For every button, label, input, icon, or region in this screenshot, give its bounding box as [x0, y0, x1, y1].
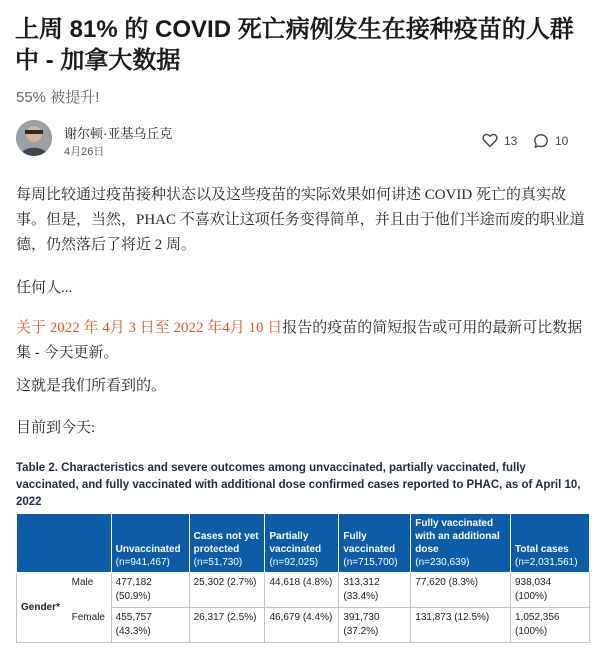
table-cell: 26,317 (2.5%) — [189, 608, 265, 643]
comment-icon — [533, 133, 549, 149]
table-cell: Male 477,182 (50.9%) — [111, 573, 189, 608]
row-label-male: Male — [71, 577, 94, 588]
header-cell: Fully vaccinated with an additional dose (n=230,639) — [411, 514, 511, 573]
table-cell: 44,618 (4.8%) — [265, 573, 339, 608]
report-link[interactable]: 关于 2022 年 4月 3 日至 2022 年4月 10 日 — [16, 320, 283, 336]
header-cell: Fully vaccinated (n=715,700) — [339, 514, 411, 573]
table-cell: Female 455,757 (43.3%) — [111, 608, 189, 643]
paragraph-3 — [16, 316, 588, 366]
post-date: 4月26日 — [64, 146, 105, 158]
comment-count: 10 — [555, 134, 569, 148]
table-cell: 77,620 (8.3%) — [411, 573, 511, 608]
like-count: 13 — [504, 133, 518, 148]
gender-group-label: Gender* — [17, 573, 112, 643]
row-label-female: Female — [71, 612, 105, 623]
paragraph-5: 目前到今天: — [16, 420, 96, 436]
heart-icon — [482, 133, 498, 148]
table-cell: 313,312 (33.4%) — [339, 573, 411, 608]
article-title: 上周 81% 的 COVID 死亡病例发生在接种疫苗的人群中 - 加拿大数据 — [15, 16, 574, 74]
table-cell: 391,730 (37.2%) — [339, 608, 411, 643]
comment-button[interactable] — [533, 133, 568, 149]
paragraph-4: 这就是我们所看到的。 — [16, 378, 167, 394]
article-subtitle: 55% 被提升! — [16, 89, 100, 106]
outcomes-table — [16, 513, 590, 643]
table-header-row — [17, 514, 590, 573]
paragraph-2: 任何人... — [16, 280, 73, 296]
header-blank — [17, 514, 112, 573]
header-cell: Cases not yet protected (n=51,730) — [189, 514, 265, 573]
table-cell: 25,302 (2.7%) — [189, 573, 265, 608]
paragraph-1: 每周比较通过疫苗接种状态以及这些疫苗的实际效果如何讲述 COVID 死亡的真实故事。但是，当然，PHAC 不喜欢让这项任务变得简单，并且由于他们半途而废的职业道德，仍然落后了将近 2 周。 — [16, 187, 585, 253]
table-caption: Table 2. Characteristics and severe outcomes among unvaccinated, partially vaccinated, fully vaccinated, and fully vaccinated with additional dose confirmed cases reported to PHAC, as of April 10, 2022 — [16, 462, 581, 508]
header-cell: Unvaccinated (n=941,467) — [111, 514, 189, 573]
author-name[interactable]: 谢尔顿·亚基乌丘克 — [64, 126, 173, 141]
table-cell: 131,873 (12.5%) — [411, 608, 511, 643]
paragraph-3-text: 报告的疫苗的简短报告或可用的最新可比数据集 - 今天更新。 — [16, 320, 583, 361]
table-cell: 1,052,356 (100%) — [511, 608, 590, 643]
table-row — [17, 573, 590, 608]
header-cell: Partially vaccinated (n=92,025) — [265, 514, 339, 573]
header-cell: Total cases (n=2,031,561) — [511, 514, 590, 573]
table-cell: 938,034 (100%) — [511, 573, 590, 608]
like-button[interactable] — [482, 133, 517, 148]
author-avatar[interactable] — [16, 120, 52, 156]
table-cell: 46,679 (4.4%) — [265, 608, 339, 643]
